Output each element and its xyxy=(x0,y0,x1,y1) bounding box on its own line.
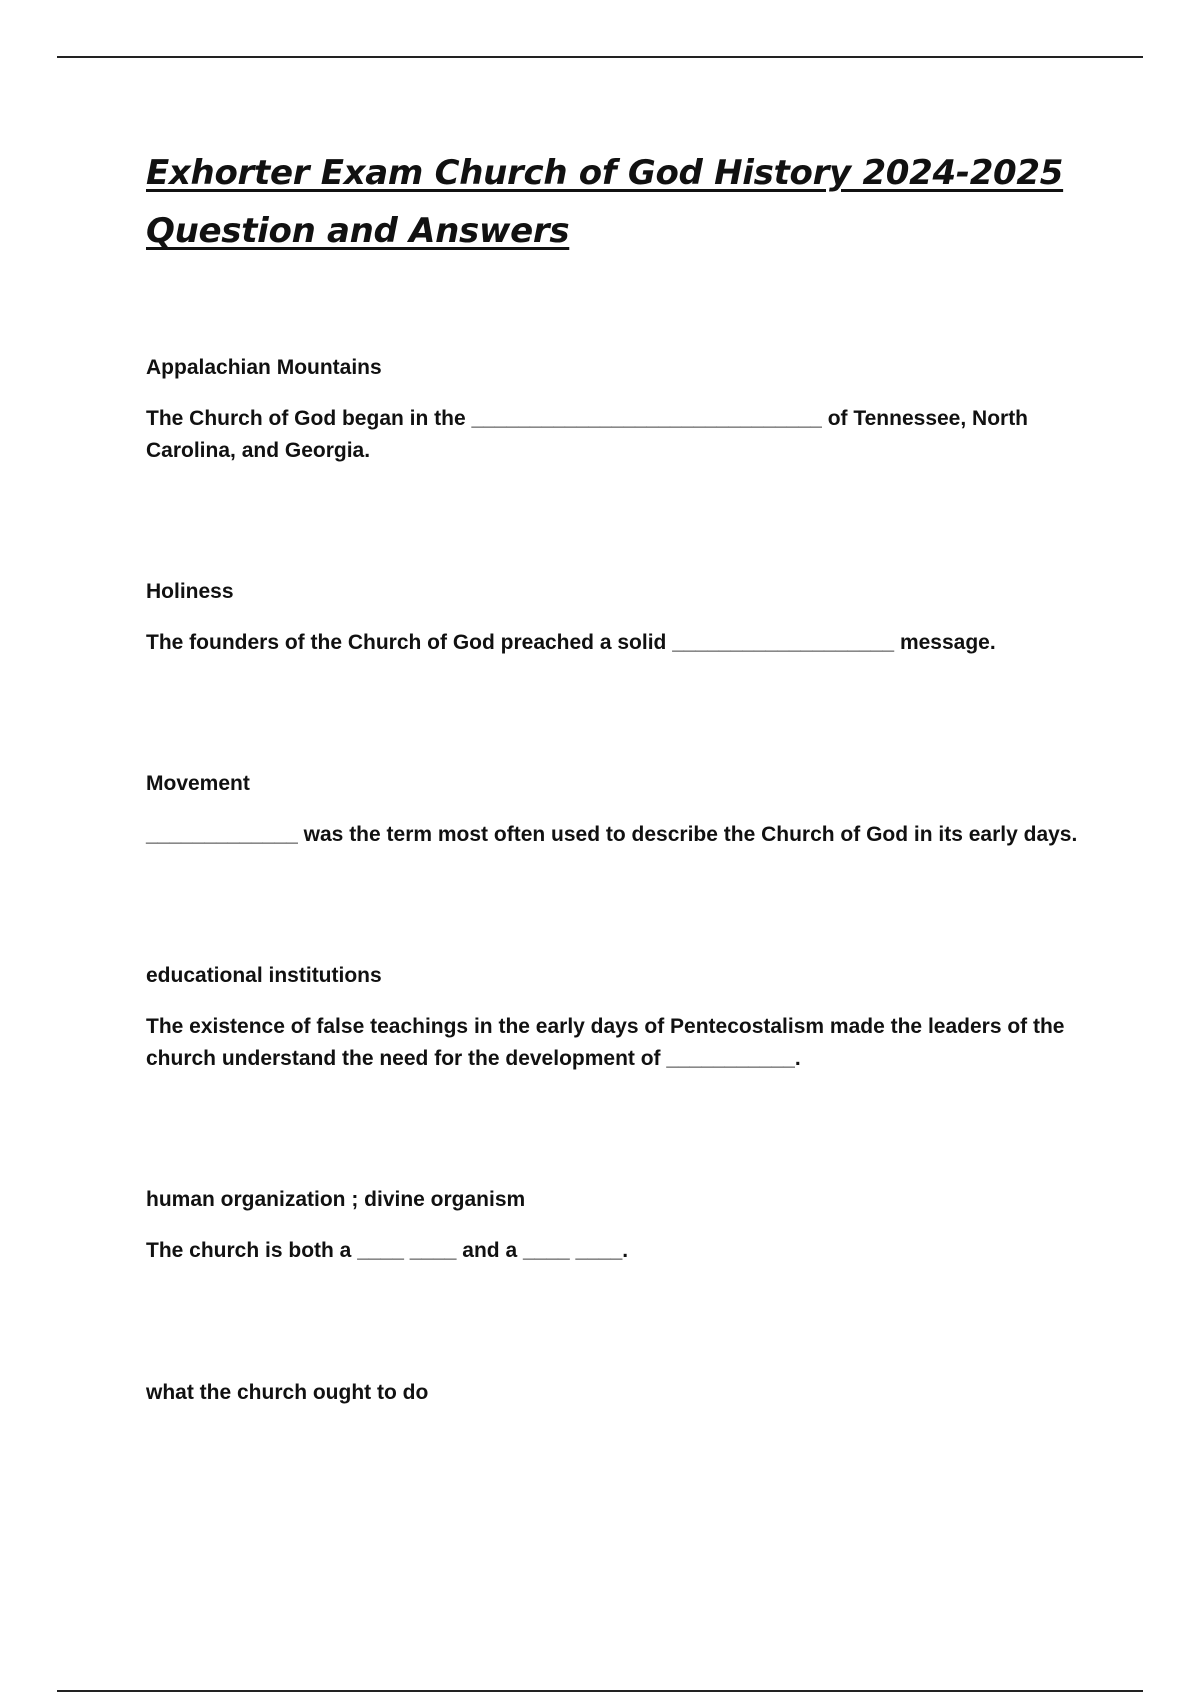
qa-item xyxy=(146,770,1086,851)
qa-item xyxy=(146,962,1086,1075)
answer-text: Appalachian Mountains xyxy=(146,356,382,379)
answer-text: educational institutions xyxy=(146,964,382,987)
footer-rule xyxy=(57,1690,1143,1692)
header-rule xyxy=(57,56,1143,58)
document-title xyxy=(146,144,1086,260)
question-text: The founders of the Church of God preached a solid ___________________ message. xyxy=(146,631,996,654)
qa-item xyxy=(146,1379,1086,1407)
qa-item xyxy=(146,354,1086,467)
question-text: The Church of God began in the ______________________________ of Tennessee, North Carolina, and Georgia. xyxy=(146,407,1029,462)
qa-item xyxy=(146,578,1086,659)
answer-text: Movement xyxy=(146,772,250,795)
title-line-2: Question and Answers xyxy=(146,211,570,251)
answer-text: human organization ; divine organism xyxy=(146,1188,526,1211)
question-text: The existence of false teachings in the early days of Pentecostalism made the leaders of the church understand the need for the development of ___________. xyxy=(146,1015,1065,1070)
title-line-1: Exhorter Exam Church of God History 2024-2025 xyxy=(146,153,1064,193)
qa-item xyxy=(146,1186,1086,1267)
question-text: _____________ was the term most often used to describe the Church of God in its early days. xyxy=(146,823,1078,846)
answer-text: Holiness xyxy=(146,580,234,603)
answer-text: what the church ought to do xyxy=(146,1381,429,1404)
question-text: The church is both a ____ ____ and a ____ ____. xyxy=(146,1239,629,1262)
